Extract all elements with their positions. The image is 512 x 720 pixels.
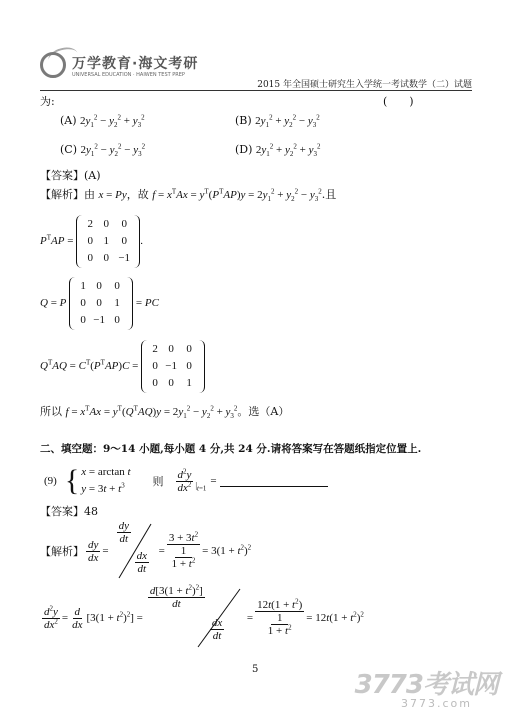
first-derivative-derivation: 【解析】 $\frac{dy}{dx}$ = $\frac{dy}{dt}$ $\frac{dx}{dt}$ = $3 + 3t^2$ 1 $1 + t^2$ = $3(1 + t^2)^2$ xyxy=(40,520,251,582)
matrix-cell: 0 xyxy=(114,314,120,326)
q9-analysis-label: 【解析】 xyxy=(40,545,84,558)
option-c-label: (C) xyxy=(60,143,77,156)
q-equation: Q = P 1 0 0 0 0 1 0 −1 0 = PC xyxy=(40,277,159,330)
matrix-cell: 0 xyxy=(103,252,109,264)
option-d-formula: $2y_1^2 + y_2^2 + y_3^2$ xyxy=(255,142,321,159)
conclusion-formula: $f = x^TAx = y^T(Q^TAQ)y = 2y_1^2 - y_2^2 + y_3^2$ xyxy=(65,404,238,421)
matrix-cell: 2 xyxy=(87,218,93,230)
q9-answer xyxy=(40,503,98,519)
option-d xyxy=(235,142,321,159)
logo-globe-icon xyxy=(40,52,66,78)
exam-title: 2015 年全国硕士研究生入学统一考试数学（二）试题 xyxy=(257,80,472,90)
matrix-cell: 0 xyxy=(168,343,174,355)
matrix-cell: 0 xyxy=(87,235,93,247)
matrix-cell: 1 xyxy=(103,235,109,247)
ptap-matrix xyxy=(76,215,140,268)
matrix-cell: 0 xyxy=(121,235,127,247)
matrix-cell: 0 xyxy=(152,377,158,389)
matrix-cell: −1 xyxy=(93,314,106,326)
q9-answer-blank xyxy=(220,476,328,487)
matrix-cell: 0 xyxy=(80,314,86,326)
second-derivative: $\frac{d^2y}{dx^2}$ xyxy=(177,466,192,494)
option-a xyxy=(60,113,145,130)
fraction-3-plus-3t2: $3 + 3t^2$ 1 $1 + t^2$ xyxy=(168,530,199,570)
q8-analysis xyxy=(40,186,336,202)
q8-analysis-text-1: 由 xyxy=(84,188,95,201)
header-rule xyxy=(40,90,472,91)
slash-line-2 xyxy=(146,585,244,651)
option-d-label: (D) xyxy=(235,143,253,156)
option-c xyxy=(60,142,146,159)
qtaq-equation: $Q^TAQ = C^T(P^TAP)C$ = 2 0 0 0 −1 0 0 0 1 xyxy=(40,340,205,393)
matrix-cell: 1 xyxy=(114,297,120,309)
option-c-formula: $2y_1^2 - y_2^2 - y_3^2$ xyxy=(80,142,146,159)
option-b xyxy=(235,113,320,130)
q9-answer-value: 48 xyxy=(84,505,98,518)
matrix-cell: 0 xyxy=(87,252,93,264)
q8-answer xyxy=(40,167,101,183)
option-a-label: (A) xyxy=(60,114,77,127)
matrix-cell: 0 xyxy=(96,280,102,292)
q9-number: (9) xyxy=(44,475,57,487)
substitution-formula: x = Py xyxy=(98,189,127,201)
q8-lead: 为: xyxy=(40,95,55,108)
slash-line xyxy=(111,520,157,582)
matrix-cell: 0 xyxy=(152,360,158,372)
compound-fraction-2: $\frac{d[3(1 + t^2)^2]}{dt}$ $\frac{dx}{dt}$ xyxy=(146,585,244,651)
compound-fraction-1: $\frac{dy}{dt}$ $\frac{dx}{dt}$ xyxy=(111,520,157,582)
watermark-logo: 3773考试网 xyxy=(354,670,498,700)
matrix-cell: −1 xyxy=(165,360,177,372)
q8-answer-value: (A) xyxy=(84,169,101,182)
fraction-12t: $12t(1 + t^2)$ 1 $1 + t^2$ xyxy=(257,597,303,637)
q-matrix xyxy=(69,277,133,330)
logo-main-text: 万学教育·海文考研 xyxy=(72,56,199,72)
qtaq-matrix xyxy=(141,340,205,393)
q8-answer-blank: ( ) xyxy=(383,95,414,108)
second-derivative-derivation: $\frac{d^2y}{dx^2}$ = $\frac{d}{dx}$ $[3(1 + t^2)^2]$ = $\frac{d[3(1 + t^2)^2]}{dt}$ $\frac{dx}{dt}$ = $12t(1 + t^2)$ 1 $1 + t^2$ = $12t(1 + t^2)^2$ xyxy=(40,585,364,651)
q9-then-word: 则 xyxy=(152,476,164,488)
watermark-url: 3773.com xyxy=(401,697,472,710)
d-dx: $\frac{d}{dx}$ xyxy=(72,605,83,631)
matrix-cell: 0 xyxy=(114,280,120,292)
matrix-cell: 0 xyxy=(186,343,192,355)
q8-analysis-text-3: .且 xyxy=(321,188,337,201)
logo-sub-text: UNIVERSAL EDUCATION · HAIWEN TEST PREP xyxy=(72,72,185,78)
conclusion-suffix: 。选（A） xyxy=(237,405,290,418)
matrix-cell: 0 xyxy=(80,297,86,309)
matrix-cell: 0 xyxy=(121,218,127,230)
dy-dx: $\frac{dy}{dx}$ xyxy=(88,538,99,564)
conclusion-prefix: 所以 xyxy=(40,405,62,418)
q9-statement: (9) { x = arctan t $y = 3t + t^3$ 则 $\frac{d^2y}{dx^2}$ $|_{t=1}$ = xyxy=(44,464,328,498)
left-brace: { xyxy=(64,464,80,497)
matrix-cell: 1 xyxy=(186,377,192,389)
matrix-cell: 0 xyxy=(103,218,109,230)
matrix-cell: 0 xyxy=(168,377,174,389)
q8-answer-label: 【答案】 xyxy=(40,169,84,182)
matrix-cell: −1 xyxy=(118,252,131,264)
ptap-equation: $P^TAP$ = 2 0 0 0 1 0 0 0 −1 . xyxy=(40,215,143,268)
parametric-system: { x = arctan t $y = 3t + t^3$ xyxy=(64,464,131,497)
q9-answer-label: 【答案】 xyxy=(40,505,84,518)
matrix-cell: 1 xyxy=(80,280,86,292)
q8-conclusion xyxy=(40,403,289,419)
transform-formula: $f = x^TAx = y^T(P^TAP)y = 2y_1^2 + y_2^2 - y_3^2$ xyxy=(152,187,322,204)
option-b-label: (B) xyxy=(235,114,252,127)
matrix-cell: 0 xyxy=(96,297,102,309)
option-b-formula: $2y_1^2 + y_2^2 - y_3^2$ xyxy=(255,113,320,130)
page-number: 5 xyxy=(252,664,259,675)
option-a-formula: $2y_1^2 - y_2^2 + y_3^2$ xyxy=(80,113,145,130)
matrix-cell: 2 xyxy=(152,343,158,355)
section-2-heading: 二、填空题：9～14 小题,每小题 4 分,共 24 分.请将答案写在答题纸指定位置上. xyxy=(40,443,422,455)
d2y-dx2: $\frac{d^2y}{dx^2}$ xyxy=(44,603,58,631)
q8-analysis-text-2: ，故 xyxy=(126,188,149,201)
q8-analysis-label: 【解析】 xyxy=(40,188,84,201)
matrix-cell: 0 xyxy=(186,360,192,372)
